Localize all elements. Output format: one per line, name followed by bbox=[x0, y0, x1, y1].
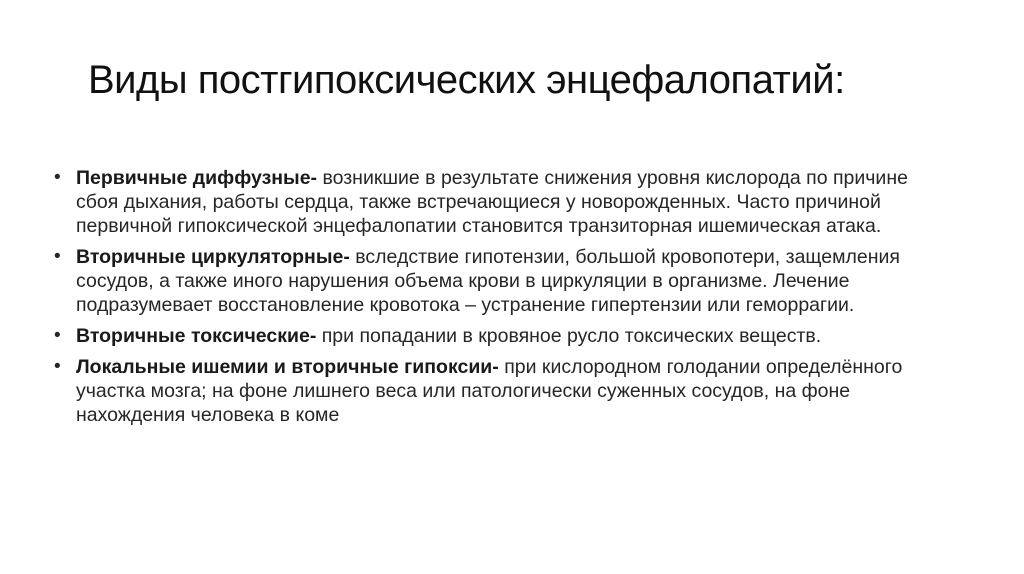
bullet-icon: • bbox=[54, 356, 61, 377]
slide-title: Виды постгипоксических энцефалопатий: bbox=[88, 58, 845, 102]
bullet-term: Вторичные токсические- bbox=[76, 325, 317, 347]
bullet-item-local-ischemia bbox=[52, 355, 952, 427]
bullet-icon: • bbox=[54, 167, 61, 188]
bullet-list bbox=[52, 166, 952, 434]
bullet-term: Вторичные циркуляторные- bbox=[76, 246, 350, 268]
bullet-item-primary-diffuse bbox=[52, 166, 952, 238]
bullet-item-secondary-toxic bbox=[52, 324, 952, 348]
bullet-icon: • bbox=[54, 325, 61, 346]
bullet-item-secondary-circulatory bbox=[52, 245, 952, 317]
bullet-term: Первичные диффузные- bbox=[76, 167, 318, 189]
bullet-text: возникшие в результате снижения уровня кислорода по причине сбоя дыхания, работы сердца, также встречающиеся у новорожденных. Часто причиной первичной гипоксической энцефалопатии становится транзиторная ишемическая атака. bbox=[76, 167, 908, 237]
bullet-text: вследствие гипотензии, большой кровопотери, защемления сосудов, а также иного нарушения объема крови в циркуляции в организме. Лечение подразумевает восстановление кровотока – устранение гипертензии или геморрагии. bbox=[76, 246, 900, 316]
bullet-text: при попадании в кровяное русло токсических веществ. bbox=[316, 325, 822, 347]
bullet-icon: • bbox=[54, 246, 61, 267]
bullet-term: Локальные ишемии и вторичные гипоксии- bbox=[76, 356, 499, 378]
bullet-text: при кислородном голодании определённого участка мозга; на фоне лишнего веса или патологически суженных сосудов, на фоне нахождения человека в коме bbox=[76, 356, 903, 426]
